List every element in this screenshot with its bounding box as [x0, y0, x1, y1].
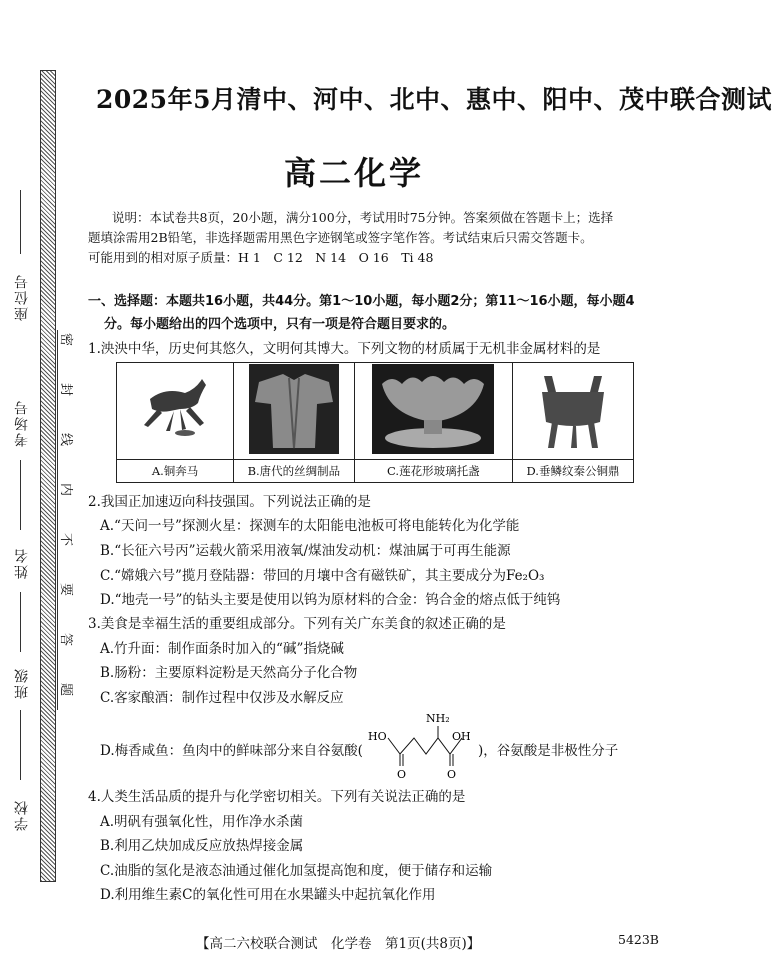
page-footer: 【高二六校联合测试 化学卷 第1页(共8页)】 [196, 936, 481, 952]
q3-option-c: C.客家酿酒：制作过程中仅涉及水解反应 [100, 690, 344, 706]
section-heading-line2: 分。每小题给出的四个选项中，只有一项是符合题目要求的。 [104, 317, 456, 332]
instruction-line: 题填涂需用2B铅笔，非选择题需用黑色字迹钢笔或签字笔作答。考试结束后只需交答题卡。 [88, 230, 593, 245]
seal-char: 题 [58, 682, 74, 697]
q2-option-d: D.“地壳一号”的钻头主要是使用以钨为原材料的合金：钨合金的熔点低于纯钨 [100, 592, 561, 608]
lotus-glass-bowl-image [354, 363, 512, 460]
bronze-ding-image [512, 363, 633, 460]
q1-option-b: B.唐代的丝绸制品 [234, 460, 355, 483]
q3-option-d-pre: D.梅香咸鱼：鱼肉中的鲜味部分来自谷氨酸( [100, 743, 363, 759]
school-label: 学校 [14, 799, 30, 831]
struct-o1: O [397, 768, 407, 781]
seal-line-text [57, 330, 74, 710]
seal-char: 不 [58, 532, 74, 547]
exam-room-line [20, 460, 21, 530]
q1-artifact-table [116, 362, 634, 483]
exam-title: 2025年5月清中、河中、北中、惠中、阳中、茂中联合测试 [96, 85, 772, 114]
bronze-horse-image [117, 363, 234, 460]
struct-o2: O [447, 768, 457, 781]
silk-robe-image [234, 363, 355, 460]
q3-stem: 3.美食是幸福生活的重要组成部分。下列有关广东美食的叙述正确的是 [88, 616, 506, 632]
section-heading-line1: 一、选择题：本题共16小题，共44分。第1～10小题，每小题2分；第11～16小题，每小题4 [88, 294, 635, 309]
q1-stem: 1.泱泱中华，历史何其悠久，文明何其博大。下列文物的材质属于无机非金属材料的是 [88, 341, 601, 357]
glutamic-acid-structure [366, 708, 478, 780]
seat-label: 座位号 [14, 273, 30, 321]
q2-stem: 2.我国正加速迈向科技强国。下列说法正确的是 [88, 494, 371, 510]
struct-oh: OH [452, 730, 471, 743]
class-line [20, 710, 21, 780]
exam-room-label: 考场号 [14, 399, 30, 447]
q3-option-a: A.竹升面：制作面条时加入的“碱”指烧碱 [100, 641, 344, 657]
seat-line [20, 190, 21, 254]
name-label: 姓名 [14, 547, 30, 579]
q3-option-b: B.肠粉：主要原料淀粉是天然高分子化合物 [100, 665, 358, 681]
q4-stem: 4.人类生活品质的提升与化学密切相关。下列有关说法正确的是 [88, 789, 466, 805]
seal-char: 内 [58, 482, 74, 497]
paper-code: 5423B [618, 932, 659, 947]
struct-ho: HO [368, 730, 387, 743]
q4-option-a: A.明矾有强氧化性，用作净水杀菌 [100, 814, 304, 830]
q4-option-b: B.利用乙炔加成反应放热焊接金属 [100, 838, 304, 854]
class-label: 班级 [14, 667, 30, 699]
q4-option-c: C.油脂的氢化是液态油通过催化加氢提高饱和度，便于储存和运输 [100, 863, 493, 879]
name-line [20, 592, 21, 652]
q3-option-d-post: )，谷氨酸是非极性分子 [478, 743, 619, 759]
seal-char: 密 [58, 332, 74, 347]
q2-option-a: A.“天问一号”探测火星：探测车的太阳能电池板可将电能转化为化学能 [100, 518, 520, 534]
q1-option-a: A.铜奔马 [117, 460, 234, 483]
q2-option-b: B.“长征六号丙”运载火箭采用液氧/煤油发动机：煤油属于可再生能源 [100, 543, 511, 559]
seal-char: 答 [58, 632, 74, 647]
q2-option-c: C.“嫦娥六号”揽月登陆器：带回的月壤中含有磁铁矿，其主要成分为Fe₂O₃ [100, 568, 545, 584]
q1-option-c: C.莲花形玻璃托盏 [354, 460, 512, 483]
struct-nh2: NH₂ [426, 712, 450, 725]
instructions [88, 208, 658, 268]
seal-char: 封 [58, 382, 74, 397]
seal-char: 要 [58, 582, 74, 597]
subject-title: 高二化学 [283, 154, 424, 192]
seal-char: 线 [58, 432, 74, 447]
instruction-line: 说明：本试卷共8页，20小题，满分100分，考试用时75分钟。答案须做在答题卡上；选择 [112, 210, 614, 225]
q1-option-d: D.垂鳞纹秦公铜鼎 [512, 460, 633, 483]
q4-option-d: D.利用维生素C的氧化性可用在水果罐头中起抗氧化作用 [100, 887, 436, 903]
atomic-mass-line: 可能用到的相对原子质量：H 1 C 12 N 14 O 16 Ti 48 [88, 250, 434, 265]
